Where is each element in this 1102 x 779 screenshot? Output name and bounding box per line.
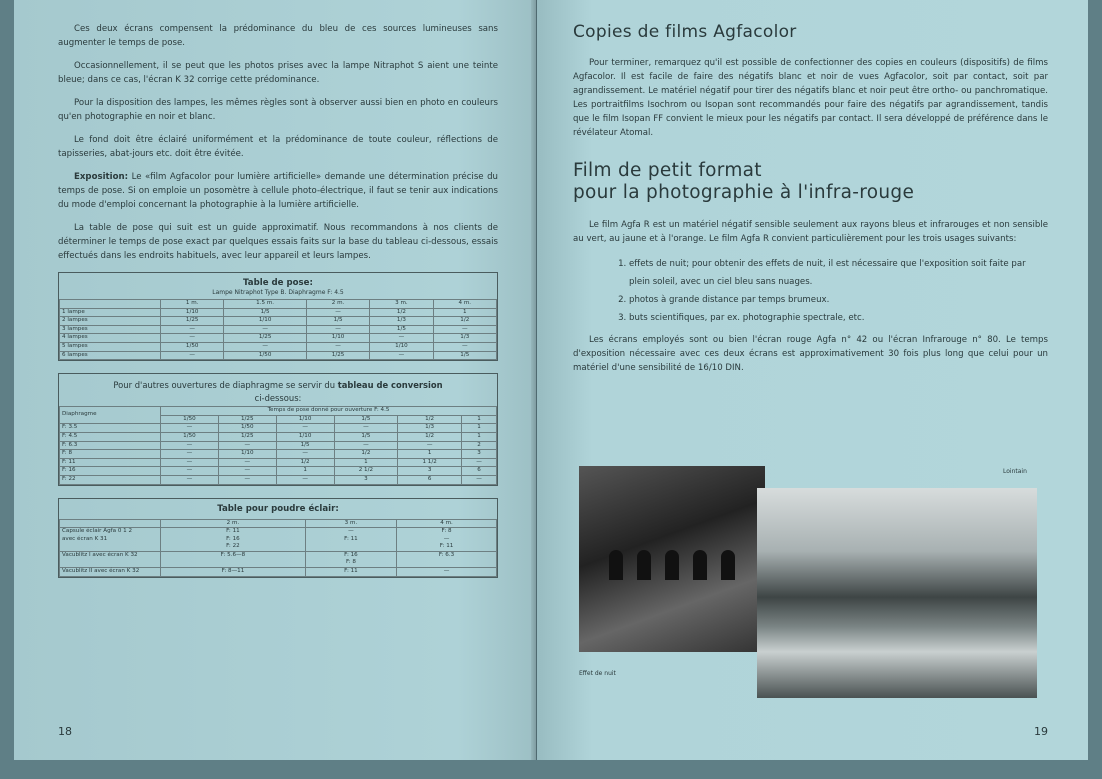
exposition-text: Le «film Agfacolor pour lumière artificielle» demande une détermination précise du temps de pose. Si on emploie un posomètre à cellule photo-électrique, il faut se tenir aux indications du mode d'emploi concernant la photographie à la lumière artificielle.: [58, 172, 498, 210]
table-cell: —: [218, 475, 276, 484]
flash-table-title: Table pour poudre éclair:: [217, 503, 339, 514]
conversion-title-bold: tableau de conversion: [337, 380, 443, 391]
table-cell: —: [161, 334, 224, 343]
table-row: [60, 432, 497, 441]
table-cell: 1/5: [433, 351, 496, 360]
table-cell: —: [334, 424, 398, 433]
table-row: [60, 450, 497, 459]
table-cell: 1/5: [306, 317, 369, 326]
capsule-size: 2: [128, 528, 133, 535]
paragraph-film-r: Le film Agfa R est un matériel négatif sensible seulement aux rayons bleus et infrarouges et non sensible au vert, au jaune et à l'orange. Le film Agfa R convient particulièrement pour les trois usages suivants:: [573, 220, 1048, 244]
photo-group: [579, 466, 1044, 701]
exposition-label: Exposition:: [74, 172, 129, 182]
row-label: F: 3.5: [60, 424, 161, 433]
row-label: F: 22: [60, 475, 161, 484]
table-cell: —: [461, 458, 496, 467]
table-cell: —: [161, 424, 219, 433]
table-row: [60, 551, 497, 567]
table-cell: —: [224, 342, 307, 351]
table-cell: F: 11: [305, 568, 396, 577]
column-header: 4 m.: [433, 300, 496, 309]
row-label: [60, 528, 161, 552]
table-cell: 1/5: [224, 308, 307, 317]
table-cell: —: [397, 568, 497, 577]
table-cell: 1/10: [218, 450, 276, 459]
paragraph-4: Le fond doit être éclairé uniformément et la prédominance de toute couleur, réflections de tapisseries, abat-jours etc. doit être évitée.: [58, 135, 498, 159]
section-title-infrared: [573, 160, 1048, 204]
table-row: [60, 458, 497, 467]
table-cell: 3: [398, 467, 462, 476]
table-cell: 1/25: [161, 317, 224, 326]
table-cell: —: [370, 334, 433, 343]
table-cell: 1/2: [398, 432, 462, 441]
left-page: [14, 0, 536, 760]
table-cell: 1/25: [224, 334, 307, 343]
column-header: 3 m.: [305, 519, 396, 528]
table-cell: 1/5: [370, 325, 433, 334]
table-cell: —: [433, 342, 496, 351]
table-cell: 1/2: [276, 458, 334, 467]
paragraph-copies: Pour terminer, remarquez qu'il est possible de confectionner des copies en couleurs (dispositifs) de films Agfacolor. Il est facile de faire des négatifs blanc et noir de vues Agfacolor, soit par contact, soit par agrandissement. Le matériel négatif pour tirer des négatifs blanc et noir peut être ortho- ou panchromatique. Les portraitfilms Isochrom ou Isopan sont recommandés pour faire des négatifs par agrandissement, tandis que le film Isopan FF convient le mieux pour les négatifs par contact. Il sera développé de préférence dans le révélateur Atomal.: [573, 58, 1048, 138]
caption-night-effect: Effet de nuit: [579, 670, 616, 677]
table-cell: 1/10: [224, 317, 307, 326]
row-label: Vacublitz II avec écran K 32: [60, 568, 161, 577]
row-label: 3 lampes: [60, 325, 161, 334]
ruin-arch: [609, 550, 623, 580]
table-cell: F: 8—11: [161, 568, 306, 577]
row-label: F: 11: [60, 458, 161, 467]
flash-powder-table: [58, 498, 498, 578]
table-cell: 1 1/2: [398, 458, 462, 467]
ruin-arch: [693, 550, 707, 580]
table-cell: —: [306, 308, 369, 317]
paragraph-table-intro: La table de pose qui suit est un guide approximatif. Nous recommandons à nos clients de déterminer le temps de pose exact par quelques essais faits sur la base du tableau ci-dessous, essais effectués dans les endroits habituels, avec leur appareil et leurs lampes.: [58, 223, 498, 261]
table-cell: F: 6.3: [397, 551, 497, 567]
column-header: 1/2: [398, 415, 462, 424]
table-row: [60, 325, 497, 334]
table-cell: 3: [461, 450, 496, 459]
paragraph-1: Ces deux écrans compensent la prédominance du bleu de ces sources lumineuses sans augmenter le temps de pose.: [58, 24, 498, 48]
title-line-1: Film de petit format: [573, 160, 762, 181]
table-cell: 1: [276, 467, 334, 476]
table-cell: 1/50: [161, 432, 219, 441]
table-cell: 1/3: [370, 317, 433, 326]
exposure-table-subtitle: Lampe Nitraphot Type B. Diaphragme F: 4.5: [212, 289, 344, 296]
table-cell: 1/50: [224, 351, 307, 360]
table-row: [60, 475, 497, 484]
table-row: [60, 467, 497, 476]
table-cell: 6: [398, 475, 462, 484]
table-cell: —: [161, 458, 219, 467]
table-corner: [60, 300, 161, 309]
table-cell: F: 5.6—8: [161, 551, 306, 567]
title-line-2: pour la photographie à l'infra-rouge: [573, 182, 915, 203]
table-cell: — F: 11: [305, 528, 396, 552]
table-cell: —: [218, 458, 276, 467]
conversion-title-prefix: Pour d'autres ouvertures de diaphragme se servir du: [113, 380, 336, 391]
table-cell: —: [161, 450, 219, 459]
table-cell: —: [276, 424, 334, 433]
table-cell: 1/50: [161, 342, 224, 351]
row-label: F: 6.3: [60, 441, 161, 450]
table-cell: —: [334, 441, 398, 450]
table-row: [60, 568, 497, 577]
ruin-arch: [637, 550, 651, 580]
row-label: 5 lampes: [60, 342, 161, 351]
exposure-table: [58, 272, 498, 361]
table-cell: 1/2: [433, 317, 496, 326]
table-cell: 1: [334, 458, 398, 467]
row-label: F: 4.5: [60, 432, 161, 441]
table-cell: —: [461, 475, 496, 484]
table-cell: 1: [433, 308, 496, 317]
row-label: 1 lampe: [60, 308, 161, 317]
right-page: [537, 0, 1088, 760]
table-cell: F: 16 F: 8: [305, 551, 396, 567]
table-cell: 1: [398, 450, 462, 459]
list-item: 3. buts scientifiques, par ex. photographie spectrale, etc.: [629, 309, 1048, 327]
table-cell: 1/5: [334, 432, 398, 441]
caption-distance: Lointain: [1003, 468, 1027, 475]
column-header: 1.5 m.: [224, 300, 307, 309]
table-cell: —: [276, 475, 334, 484]
column-header: 3 m.: [370, 300, 433, 309]
table-row: [60, 528, 497, 552]
table-cell: —: [398, 441, 462, 450]
table-cell: F: 11 F: 16 F: 22: [161, 528, 306, 552]
capsule-size: 1: [123, 528, 127, 535]
table-cell: 1/3: [433, 334, 496, 343]
table-cell: 1/50: [218, 424, 276, 433]
night-effect-photo: [579, 466, 765, 652]
flash-table-grid: [59, 519, 497, 577]
row-label-line: Capsule éclair Agfa: [62, 528, 117, 535]
ruin-arch: [721, 550, 735, 580]
table-row: [60, 351, 497, 360]
table-row: [60, 317, 497, 326]
table-cell: —: [306, 342, 369, 351]
conversion-title-suffix: ci-dessous:: [254, 393, 302, 404]
exposure-table-title: Table de pose:: [243, 278, 313, 288]
table-cell: 1/10: [276, 432, 334, 441]
table-cell: 1: [461, 432, 496, 441]
table-cell: —: [161, 475, 219, 484]
conversion-subtitle: Temps de pose donné pour ouverture F: 4.5: [161, 407, 497, 416]
list-item: 1. effets de nuit; pour obtenir des effets de nuit, il est nécessaire que l'exposition soit faite par plein soleil, avec un ciel bleu sans nuages.: [629, 255, 1048, 291]
list-item: 2. photos à grande distance par temps brumeux.: [629, 291, 1048, 309]
table-cell: —: [276, 450, 334, 459]
column-header: 2 m.: [161, 519, 306, 528]
page-number-right: 19: [1034, 725, 1048, 738]
table-cell: 1/25: [218, 432, 276, 441]
uses-list: [573, 255, 1048, 327]
table-row: [60, 334, 497, 343]
distant-landscape-photo: [757, 488, 1037, 698]
table-corner: [60, 519, 161, 528]
table-cell: F: 8 — F: 11: [397, 528, 497, 552]
table-cell: —: [161, 325, 224, 334]
table-row: [60, 308, 497, 317]
conversion-table: [58, 373, 498, 485]
row-label: Vacublitz I avec écran K 32: [60, 551, 161, 567]
row-header: Diaphragme: [60, 407, 161, 424]
row-label: 2 lampes: [60, 317, 161, 326]
table-cell: —: [161, 351, 224, 360]
paragraph-exposition: [58, 170, 498, 212]
row-label: F: 16: [60, 467, 161, 476]
table-cell: —: [218, 441, 276, 450]
table-cell: 1/5: [276, 441, 334, 450]
table-row: [60, 424, 497, 433]
table-cell: 1/25: [306, 351, 369, 360]
table-cell: —: [218, 467, 276, 476]
table-cell: —: [224, 325, 307, 334]
table-row: [60, 342, 497, 351]
table-cell: 1/10: [161, 308, 224, 317]
column-header: 2 m.: [306, 300, 369, 309]
table-cell: 1/2: [370, 308, 433, 317]
column-header: 1/50: [161, 415, 219, 424]
table-cell: —: [306, 325, 369, 334]
column-header: 1/10: [276, 415, 334, 424]
paragraph-filters: Les écrans employés sont ou bien l'écran rouge Agfa n° 42 ou l'écran Infrarouge n° 80. Le temps d'exposition nécessaire avec ces deux écrans est approximativement 30 fois plus long que celui pour un matériel d'une sensibilité de 16/10 DIN.: [573, 335, 1048, 373]
table-cell: 1/3: [398, 424, 462, 433]
table-cell: 1/10: [370, 342, 433, 351]
column-header: 4 m.: [397, 519, 497, 528]
row-label: F: 8: [60, 450, 161, 459]
paragraph-2: Occasionnellement, il se peut que les photos prises avec la lampe Nitraphot S aient une teinte bleue; dans ce cas, l'écran K 32 corrige cette prédominance.: [58, 61, 498, 85]
paragraph-3: Pour la disposition des lampes, les mêmes règles sont à observer aussi bien en photo en couleurs qu'en photographie en noir et blanc.: [58, 98, 498, 122]
ruin-arch: [665, 550, 679, 580]
row-label-line: avec écran K 31: [62, 535, 108, 542]
table-cell: 1/10: [306, 334, 369, 343]
conversion-table-title: [59, 374, 497, 406]
row-label: 6 lampes: [60, 351, 161, 360]
table-cell: 3: [334, 475, 398, 484]
row-label: 4 lampes: [60, 334, 161, 343]
column-header: 1 m.: [161, 300, 224, 309]
table-cell: 6: [461, 467, 496, 476]
table-cell: 2 1/2: [334, 467, 398, 476]
table-row: [60, 441, 497, 450]
column-header: 1: [461, 415, 496, 424]
exposure-table-grid: [59, 299, 497, 360]
table-cell: —: [370, 351, 433, 360]
table-cell: 1/2: [334, 450, 398, 459]
column-header: 1/5: [334, 415, 398, 424]
table-cell: —: [161, 467, 219, 476]
table-cell: —: [161, 441, 219, 450]
page-number-left: 18: [58, 725, 72, 738]
capsule-size: 0: [117, 528, 122, 535]
column-header: 1/25: [218, 415, 276, 424]
table-cell: —: [433, 325, 496, 334]
section-title-copies: Copies de films Agfacolor: [573, 22, 797, 42]
table-cell: 2: [461, 441, 496, 450]
table-cell: 1: [461, 424, 496, 433]
conversion-table-grid: [59, 406, 497, 484]
